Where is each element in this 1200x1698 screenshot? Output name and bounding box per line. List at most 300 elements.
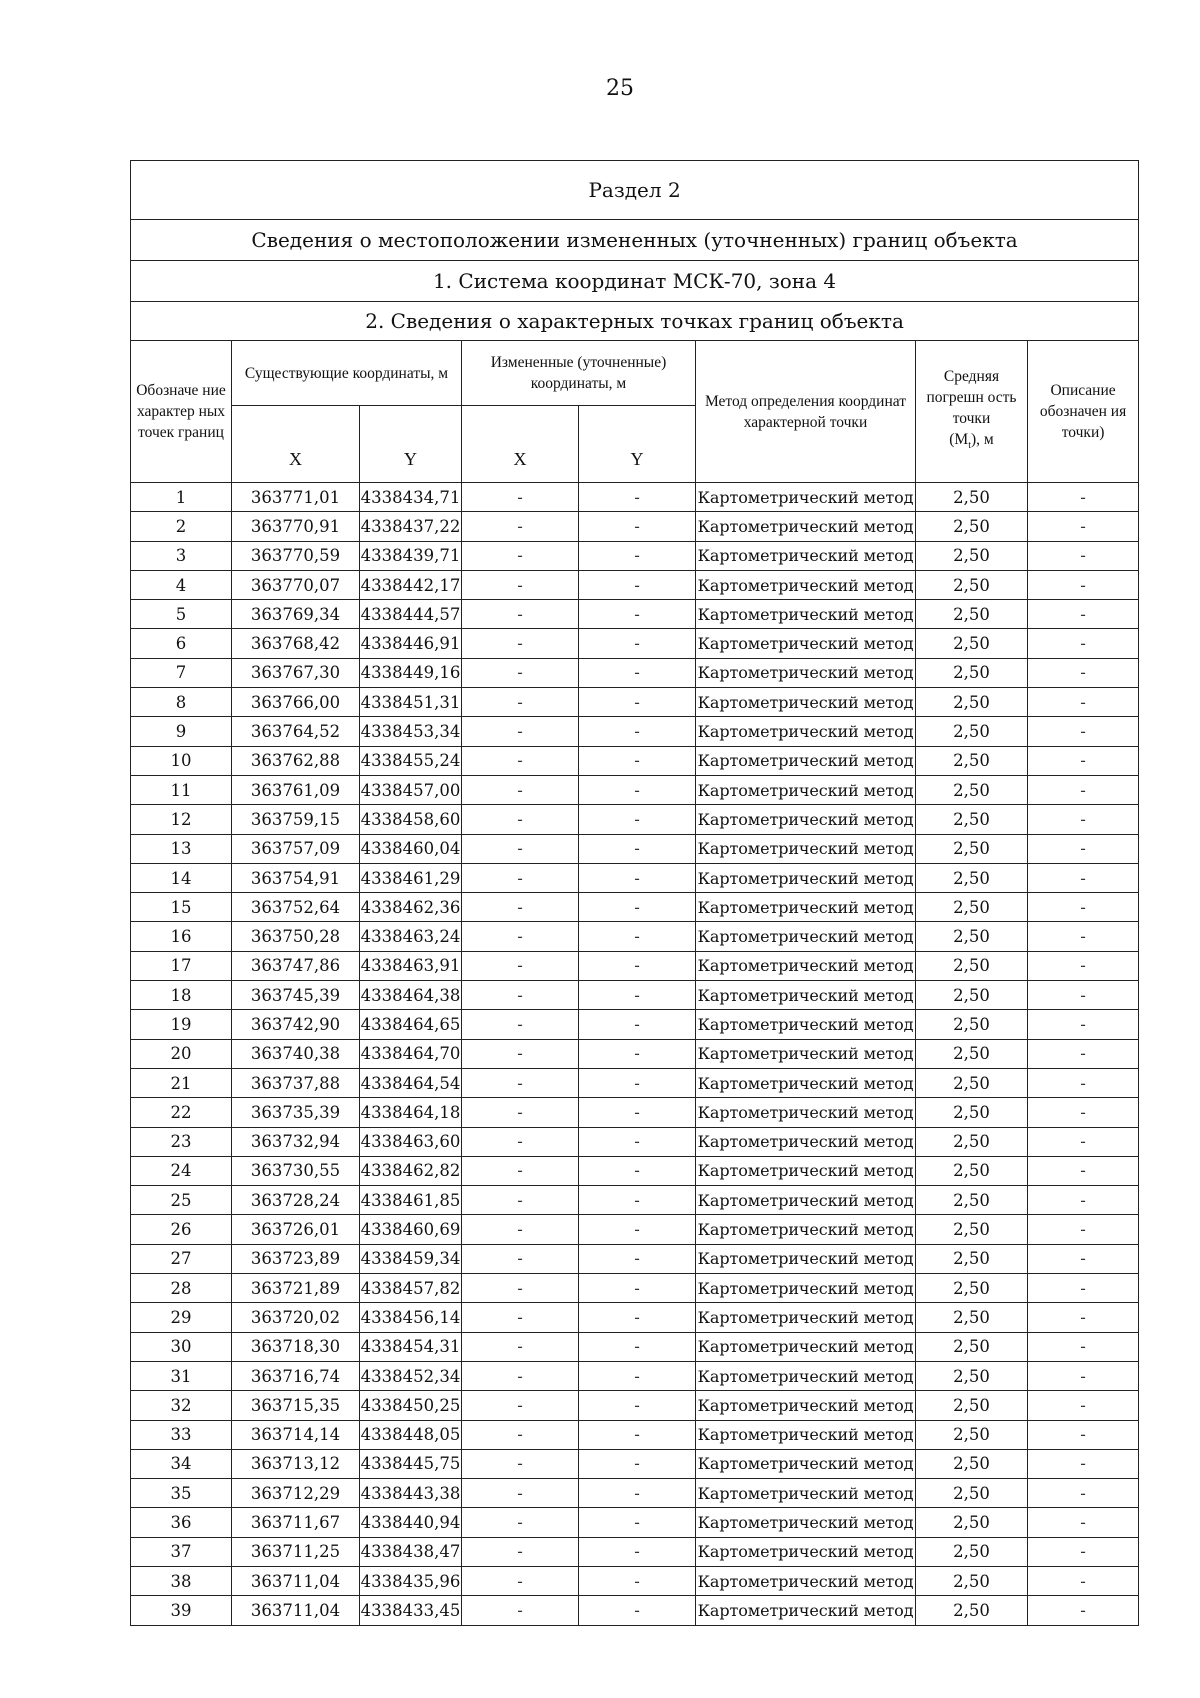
table-row	[131, 1215, 1139, 1244]
table-row	[131, 863, 1139, 892]
cell-changed-x: -	[462, 688, 579, 717]
cell-existing-x: 363715,35	[232, 1391, 360, 1420]
cell-existing-x: 363730,55	[232, 1156, 360, 1185]
table-row	[131, 834, 1139, 863]
cell-changed-y: -	[579, 1566, 696, 1595]
cell-method: Картометрический метод	[696, 981, 916, 1010]
cell-changed-y: -	[579, 541, 696, 570]
table-row	[131, 746, 1139, 775]
table-row	[131, 1244, 1139, 1273]
cell-error: 2,50	[916, 1479, 1028, 1508]
cell-existing-x: 363718,30	[232, 1332, 360, 1361]
cell-description: -	[1028, 1596, 1139, 1625]
cell-description: -	[1028, 1479, 1139, 1508]
cell-point-number: 26	[131, 1215, 232, 1244]
cell-point-number: 37	[131, 1537, 232, 1566]
cell-existing-y: 4338464,70	[360, 1039, 462, 1068]
table-row	[131, 951, 1139, 980]
cell-changed-y: -	[579, 1127, 696, 1156]
cell-method: Картометрический метод	[696, 1449, 916, 1478]
table-row	[131, 805, 1139, 834]
cell-point-number: 9	[131, 717, 232, 746]
cell-existing-y: 4338435,96	[360, 1566, 462, 1595]
cell-method: Картометрический метод	[696, 1508, 916, 1537]
cell-point-number: 36	[131, 1508, 232, 1537]
table-row	[131, 1303, 1139, 1332]
cell-point-number: 15	[131, 893, 232, 922]
cell-description: -	[1028, 1420, 1139, 1449]
cell-description: -	[1028, 1098, 1139, 1127]
cell-existing-y: 4338449,16	[360, 658, 462, 687]
cell-existing-y: 4338460,04	[360, 834, 462, 863]
cell-point-number: 20	[131, 1039, 232, 1068]
cell-point-number: 34	[131, 1449, 232, 1478]
cell-point-number: 13	[131, 834, 232, 863]
cell-existing-x: 363747,86	[232, 951, 360, 980]
cell-point-number: 29	[131, 1303, 232, 1332]
cell-changed-y: -	[579, 1068, 696, 1097]
cell-changed-x: -	[462, 1098, 579, 1127]
cell-changed-y: -	[579, 512, 696, 541]
cell-error: 2,50	[916, 1391, 1028, 1420]
cell-changed-x: -	[462, 805, 579, 834]
cell-error: 2,50	[916, 1127, 1028, 1156]
header-changed-x: X	[462, 406, 579, 483]
table-row	[131, 1098, 1139, 1127]
table-row	[131, 893, 1139, 922]
cell-changed-y: -	[579, 775, 696, 804]
cell-description: -	[1028, 951, 1139, 980]
cell-point-number: 17	[131, 951, 232, 980]
cell-existing-x: 363766,00	[232, 688, 360, 717]
cell-method: Картометрический метод	[696, 570, 916, 599]
cell-changed-x: -	[462, 1156, 579, 1185]
cell-point-number: 16	[131, 922, 232, 951]
cell-description: -	[1028, 1186, 1139, 1215]
cell-existing-x: 363726,01	[232, 1215, 360, 1244]
cell-existing-y: 4338464,65	[360, 1010, 462, 1039]
cell-existing-y: 4338460,69	[360, 1215, 462, 1244]
table-row	[131, 658, 1139, 687]
cell-description: -	[1028, 717, 1139, 746]
cell-description: -	[1028, 775, 1139, 804]
cell-method: Картометрический метод	[696, 1361, 916, 1390]
cell-changed-y: -	[579, 570, 696, 599]
cell-existing-x: 363713,12	[232, 1449, 360, 1478]
cell-error: 2,50	[916, 512, 1028, 541]
cell-changed-x: -	[462, 1186, 579, 1215]
cell-existing-x: 363732,94	[232, 1127, 360, 1156]
cell-changed-x: -	[462, 834, 579, 863]
cell-changed-y: -	[579, 688, 696, 717]
cell-point-number: 28	[131, 1274, 232, 1303]
cell-error: 2,50	[916, 541, 1028, 570]
cell-existing-x: 363752,64	[232, 893, 360, 922]
header-existing-x: X	[232, 406, 360, 483]
cell-changed-y: -	[579, 1332, 696, 1361]
cell-description: -	[1028, 629, 1139, 658]
cell-method: Картометрический метод	[696, 600, 916, 629]
cell-existing-x: 363720,02	[232, 1303, 360, 1332]
header-error-m: (M	[949, 431, 969, 449]
table-row	[131, 629, 1139, 658]
cell-error: 2,50	[916, 951, 1028, 980]
cell-error: 2,50	[916, 1537, 1028, 1566]
cell-point-number: 7	[131, 658, 232, 687]
table-row	[131, 1010, 1139, 1039]
cell-changed-x: -	[462, 922, 579, 951]
cell-existing-x: 363711,25	[232, 1537, 360, 1566]
cell-point-number: 22	[131, 1098, 232, 1127]
cell-error: 2,50	[916, 1215, 1028, 1244]
cell-error: 2,50	[916, 746, 1028, 775]
cell-existing-x: 363735,39	[232, 1098, 360, 1127]
cell-description: -	[1028, 1010, 1139, 1039]
cell-error: 2,50	[916, 775, 1028, 804]
cell-point-number: 25	[131, 1186, 232, 1215]
cell-existing-y: 4338463,91	[360, 951, 462, 980]
cell-changed-x: -	[462, 1508, 579, 1537]
cell-changed-y: -	[579, 746, 696, 775]
cell-error: 2,50	[916, 688, 1028, 717]
cell-point-number: 10	[131, 746, 232, 775]
cell-point-number: 30	[131, 1332, 232, 1361]
cell-method: Картометрический метод	[696, 1098, 916, 1127]
cell-changed-x: -	[462, 1127, 579, 1156]
cell-existing-y: 4338438,47	[360, 1537, 462, 1566]
cell-description: -	[1028, 658, 1139, 687]
cell-existing-y: 4338462,36	[360, 893, 462, 922]
cell-error: 2,50	[916, 629, 1028, 658]
cell-changed-x: -	[462, 1244, 579, 1273]
header-error-unit: ), м	[971, 431, 994, 449]
cell-changed-x: -	[462, 600, 579, 629]
cell-existing-x: 363740,38	[232, 1039, 360, 1068]
cell-existing-y: 4338446,91	[360, 629, 462, 658]
table-body	[131, 483, 1139, 1626]
cell-description: -	[1028, 512, 1139, 541]
cell-method: Картометрический метод	[696, 1244, 916, 1273]
cell-changed-x: -	[462, 1537, 579, 1566]
cell-changed-y: -	[579, 834, 696, 863]
cell-description: -	[1028, 1332, 1139, 1361]
table-row	[131, 775, 1139, 804]
table-row	[131, 1420, 1139, 1449]
cell-point-number: 5	[131, 600, 232, 629]
cell-existing-y: 4338457,82	[360, 1274, 462, 1303]
cell-changed-y: -	[579, 951, 696, 980]
cell-existing-y: 4338458,60	[360, 805, 462, 834]
cell-changed-y: -	[579, 1039, 696, 1068]
cell-description: -	[1028, 834, 1139, 863]
cell-changed-x: -	[462, 981, 579, 1010]
table-row	[131, 512, 1139, 541]
cell-point-number: 32	[131, 1391, 232, 1420]
cell-method: Картометрический метод	[696, 775, 916, 804]
cell-error: 2,50	[916, 1010, 1028, 1039]
cell-changed-y: -	[579, 1186, 696, 1215]
cell-existing-x: 363721,89	[232, 1274, 360, 1303]
table-row	[131, 1068, 1139, 1097]
cell-existing-x: 363770,07	[232, 570, 360, 599]
cell-method: Картометрический метод	[696, 922, 916, 951]
table-row	[131, 717, 1139, 746]
cell-description: -	[1028, 1566, 1139, 1595]
cell-method: Картометрический метод	[696, 1566, 916, 1595]
cell-description: -	[1028, 541, 1139, 570]
cell-existing-y: 4338463,60	[360, 1127, 462, 1156]
cell-changed-x: -	[462, 863, 579, 892]
cell-changed-x: -	[462, 1566, 579, 1595]
header-changed-y: Y	[579, 406, 696, 483]
cell-description: -	[1028, 1156, 1139, 1185]
cell-existing-y: 4338464,54	[360, 1068, 462, 1097]
cell-point-number: 21	[131, 1068, 232, 1097]
cell-changed-x: -	[462, 541, 579, 570]
cell-error: 2,50	[916, 483, 1028, 512]
cell-changed-y: -	[579, 1361, 696, 1390]
cell-description: -	[1028, 1127, 1139, 1156]
cell-changed-x: -	[462, 1215, 579, 1244]
cell-error: 2,50	[916, 1156, 1028, 1185]
cell-changed-y: -	[579, 1274, 696, 1303]
cell-changed-x: -	[462, 775, 579, 804]
cell-existing-y: 4338445,75	[360, 1449, 462, 1478]
table-row	[131, 1391, 1139, 1420]
cell-existing-x: 363742,90	[232, 1010, 360, 1039]
cell-changed-y: -	[579, 863, 696, 892]
cell-description: -	[1028, 1039, 1139, 1068]
cell-existing-y: 4338457,00	[360, 775, 462, 804]
cell-method: Картометрический метод	[696, 1215, 916, 1244]
cell-existing-y: 4338464,18	[360, 1098, 462, 1127]
cell-error: 2,50	[916, 1361, 1028, 1390]
cell-description: -	[1028, 1508, 1139, 1537]
cell-changed-x: -	[462, 1010, 579, 1039]
cell-description: -	[1028, 1391, 1139, 1420]
cell-error: 2,50	[916, 805, 1028, 834]
cell-changed-y: -	[579, 1479, 696, 1508]
table-row	[131, 1127, 1139, 1156]
cell-existing-x: 363745,39	[232, 981, 360, 1010]
cell-error: 2,50	[916, 1303, 1028, 1332]
cell-error: 2,50	[916, 863, 1028, 892]
cell-existing-y: 4338437,22	[360, 512, 462, 541]
cell-method: Картометрический метод	[696, 1156, 916, 1185]
cell-description: -	[1028, 893, 1139, 922]
cell-method: Картометрический метод	[696, 893, 916, 922]
cell-description: -	[1028, 1449, 1139, 1478]
cell-changed-y: -	[579, 1537, 696, 1566]
cell-existing-x: 363770,91	[232, 512, 360, 541]
cell-point-number: 4	[131, 570, 232, 599]
cell-existing-y: 4338462,82	[360, 1156, 462, 1185]
table-row	[131, 570, 1139, 599]
cell-method: Картометрический метод	[696, 629, 916, 658]
cell-existing-x: 363711,04	[232, 1596, 360, 1625]
cell-changed-y: -	[579, 1010, 696, 1039]
cell-method: Картометрический метод	[696, 483, 916, 512]
cell-existing-y: 4338461,29	[360, 863, 462, 892]
cell-changed-y: -	[579, 805, 696, 834]
cell-existing-x: 363768,42	[232, 629, 360, 658]
section-title: Раздел 2	[131, 161, 1139, 220]
cell-changed-x: -	[462, 1361, 579, 1390]
cell-description: -	[1028, 1068, 1139, 1097]
cell-changed-x: -	[462, 658, 579, 687]
section-subtitle: Сведения о местоположении измененных (уточненных) границ объекта	[131, 220, 1139, 261]
cell-existing-x: 363762,88	[232, 746, 360, 775]
header-error	[916, 341, 1028, 483]
cell-changed-x: -	[462, 951, 579, 980]
cell-error: 2,50	[916, 658, 1028, 687]
cell-method: Картометрический метод	[696, 1332, 916, 1361]
table-row	[131, 1449, 1139, 1478]
table-row	[131, 600, 1139, 629]
cell-point-number: 38	[131, 1566, 232, 1595]
table-row	[131, 1361, 1139, 1390]
page-number: 25	[606, 76, 634, 101]
cell-changed-x: -	[462, 746, 579, 775]
cell-point-number: 3	[131, 541, 232, 570]
cell-description: -	[1028, 746, 1139, 775]
cell-error: 2,50	[916, 1332, 1028, 1361]
cell-error: 2,50	[916, 834, 1028, 863]
table-row	[131, 981, 1139, 1010]
cell-existing-x: 363769,34	[232, 600, 360, 629]
header-description: Описание обозначен ия точки)	[1028, 341, 1139, 483]
cell-error: 2,50	[916, 1186, 1028, 1215]
cell-error: 2,50	[916, 922, 1028, 951]
cell-changed-y: -	[579, 1449, 696, 1478]
cell-method: Картометрический метод	[696, 805, 916, 834]
table-row	[131, 1274, 1139, 1303]
header-error-text: Средняя погрешн ость точки	[926, 368, 1017, 428]
cell-method: Картометрический метод	[696, 1010, 916, 1039]
cell-description: -	[1028, 863, 1139, 892]
cell-point-number: 31	[131, 1361, 232, 1390]
coord-system-title: 1. Система координат МСК-70, зона 4	[131, 261, 1139, 302]
cell-point-number: 12	[131, 805, 232, 834]
cell-changed-y: -	[579, 717, 696, 746]
cell-description: -	[1028, 570, 1139, 599]
cell-point-number: 11	[131, 775, 232, 804]
cell-existing-x: 363723,89	[232, 1244, 360, 1273]
cell-method: Картометрический метод	[696, 1274, 916, 1303]
cell-existing-x: 363759,15	[232, 805, 360, 834]
cell-changed-y: -	[579, 893, 696, 922]
cell-existing-y: 4338433,45	[360, 1596, 462, 1625]
cell-error: 2,50	[916, 1068, 1028, 1097]
cell-point-number: 2	[131, 512, 232, 541]
cell-error: 2,50	[916, 981, 1028, 1010]
table-row	[131, 1508, 1139, 1537]
cell-point-number: 24	[131, 1156, 232, 1185]
cell-point-number: 18	[131, 981, 232, 1010]
cell-existing-y: 4338453,34	[360, 717, 462, 746]
cell-changed-x: -	[462, 512, 579, 541]
cell-changed-y: -	[579, 1098, 696, 1127]
table-row	[131, 1566, 1139, 1595]
table-row	[131, 1039, 1139, 1068]
cell-changed-x: -	[462, 893, 579, 922]
cell-error: 2,50	[916, 1508, 1028, 1537]
cell-error: 2,50	[916, 717, 1028, 746]
cell-changed-y: -	[579, 1391, 696, 1420]
cell-method: Картометрический метод	[696, 1127, 916, 1156]
header-changed: Измененные (уточненные) координаты, м	[462, 341, 696, 406]
cell-changed-x: -	[462, 629, 579, 658]
cell-method: Картометрический метод	[696, 1186, 916, 1215]
cell-point-number: 35	[131, 1479, 232, 1508]
table-row	[131, 1156, 1139, 1185]
cell-changed-y: -	[579, 1215, 696, 1244]
cell-existing-y: 4338461,85	[360, 1186, 462, 1215]
cell-method: Картометрический метод	[696, 1068, 916, 1097]
cell-point-number: 14	[131, 863, 232, 892]
cell-method: Картометрический метод	[696, 1391, 916, 1420]
cell-existing-y: 4338444,57	[360, 600, 462, 629]
header-existing-y: Y	[360, 406, 462, 483]
cell-method: Картометрический метод	[696, 1420, 916, 1449]
cell-changed-x: -	[462, 570, 579, 599]
cell-existing-y: 4338463,24	[360, 922, 462, 951]
cell-changed-x: -	[462, 483, 579, 512]
cell-existing-y: 4338448,05	[360, 1420, 462, 1449]
cell-changed-x: -	[462, 1479, 579, 1508]
cell-method: Картометрический метод	[696, 1303, 916, 1332]
cell-existing-y: 4338439,71	[360, 541, 462, 570]
cell-changed-x: -	[462, 1303, 579, 1332]
table-row	[131, 922, 1139, 951]
cell-error: 2,50	[916, 1596, 1028, 1625]
cell-changed-x: -	[462, 1596, 579, 1625]
cell-existing-y: 4338442,17	[360, 570, 462, 599]
cell-error: 2,50	[916, 1039, 1028, 1068]
cell-description: -	[1028, 805, 1139, 834]
cell-point-number: 33	[131, 1420, 232, 1449]
cell-point-number: 6	[131, 629, 232, 658]
cell-changed-x: -	[462, 1391, 579, 1420]
cell-existing-x: 363711,67	[232, 1508, 360, 1537]
cell-existing-y: 4338464,38	[360, 981, 462, 1010]
cell-point-number: 23	[131, 1127, 232, 1156]
cell-existing-x: 363770,59	[232, 541, 360, 570]
cell-changed-x: -	[462, 717, 579, 746]
cell-error: 2,50	[916, 570, 1028, 599]
cell-method: Картометрический метод	[696, 951, 916, 980]
header-error-sub: t	[968, 440, 971, 452]
table-row	[131, 541, 1139, 570]
cell-existing-y: 4338451,31	[360, 688, 462, 717]
cell-changed-y: -	[579, 1303, 696, 1332]
cell-existing-y: 4338440,94	[360, 1508, 462, 1537]
cell-point-number: 19	[131, 1010, 232, 1039]
cell-changed-y: -	[579, 629, 696, 658]
points-title: 2. Сведения о характерных точках границ объекта	[131, 302, 1139, 341]
cell-description: -	[1028, 1215, 1139, 1244]
cell-changed-x: -	[462, 1420, 579, 1449]
header-existing: Существующие координаты, м	[232, 341, 462, 406]
cell-changed-x: -	[462, 1449, 579, 1478]
cell-existing-x: 363761,09	[232, 775, 360, 804]
table-row	[131, 1596, 1139, 1625]
cell-method: Картометрический метод	[696, 863, 916, 892]
table-row	[131, 1186, 1139, 1215]
cell-point-number: 39	[131, 1596, 232, 1625]
cell-existing-x: 363754,91	[232, 863, 360, 892]
cell-existing-y: 4338459,34	[360, 1244, 462, 1273]
